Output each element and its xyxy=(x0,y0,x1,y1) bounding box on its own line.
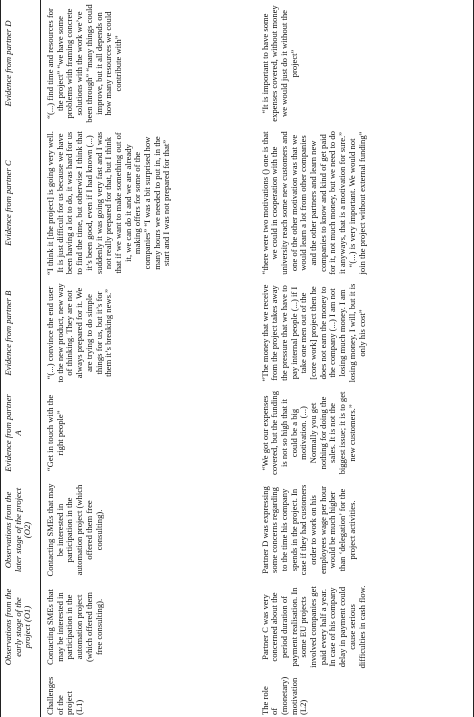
header-o2: Observations from the later stage of the project (O2) xyxy=(1,479,41,581)
header-partner-a: Evidence from partner A xyxy=(1,387,41,479)
table-row xyxy=(256,0,474,717)
header-partner-d: Evidence from partner D xyxy=(1,0,41,127)
cell-partner-a: “Get in touch with the right people” xyxy=(45,394,65,472)
cell-o2: Contacting SMEs that may be interested in participation in the automation project (which offered them free consulting). xyxy=(45,483,104,577)
cell-o1: Contacting SMEs that may be interested in participation in the automation project (which offered them free consulting). xyxy=(45,589,104,665)
table-header xyxy=(1,0,41,717)
header-o1: Observations from the early stage of the project (O1) xyxy=(1,581,41,673)
cell-partner-d: “(...) find time and resources for the project” “we have some problems with framing concrete solutions with the work we’ve been through” “many things could improve, but it all depends on how many resources we could contribute with” xyxy=(45,4,123,123)
cell-partner-c: “there were two motivations () one is that we could in cooperation with the university reach some new customers and one of the other motivation was that we would learn a lot from other companies and the other partners and learn new companies to know and kind of get paid for it, not much money, but we need to do it anyways, that is a motivation for sure.” “(...) is very important. We would not join the project without external funding” xyxy=(256,127,474,279)
row-label: Challenges of the project (L1) xyxy=(45,676,85,715)
table-row xyxy=(41,0,256,717)
cell-partner-d: “It is important to have some expenses covered, without money we would just do it without the project” xyxy=(256,0,474,127)
cell-partner-b: “The money that we receive from the project takes away the pressure that we have to pay internal people (...) if I take one men out of the [core work] project then he does not earn the money to the company (...) I am not losing much money. I am losing money, I will, but it is only his cost” xyxy=(256,279,474,387)
header-empty xyxy=(1,673,41,717)
cell-o1: Partner C was very concerned about the period duration of payment realisation. In some EU projects involved companies get paid every half a year. In case of his company delay in payment could cause serious difficulties in cash flow. xyxy=(256,581,474,673)
cell-partner-b: “(...) convince the end user to the new product, new way of thinking. They are not always prepared for it. We are trying to do simple things for us, but it’s for them it’s breaking news.” xyxy=(45,283,114,383)
cell-partner-c: “I think it [the project] is going very well. It is just difficult for us because we have been having a lot to do, it was hard for us to find the time, but otherwise I think that it’s been good, even if I had known (...) suddenly it was going very fast and I was not really prepared for that, but I think that if we want to make something out of it, we can do it and we are already making offers for some of the companies” “I was a bit surprised how many hours we needed to put in, in the start and I was not prepared for that” xyxy=(45,131,172,275)
header-partner-b: Evidence from partner B xyxy=(1,279,41,387)
row-label: The role of (monetary) motivation (L2) xyxy=(256,673,474,717)
cell-o2: Partner D was expressing some concerns regarding to the time his company spends in the project. In case if they had customers order to work on his employees wage per hour would be much higher than ‘delegation’ for the project activities. xyxy=(256,479,474,581)
cell-partner-a: “We got our expenses covered, but the funding is not so high that it could be a big motivation. (...) Normally you get nothing for doing the sales. It is not the biggest issue; it is to get new customers.” xyxy=(256,387,474,479)
header-partner-c: Evidence from partner C xyxy=(1,127,41,279)
